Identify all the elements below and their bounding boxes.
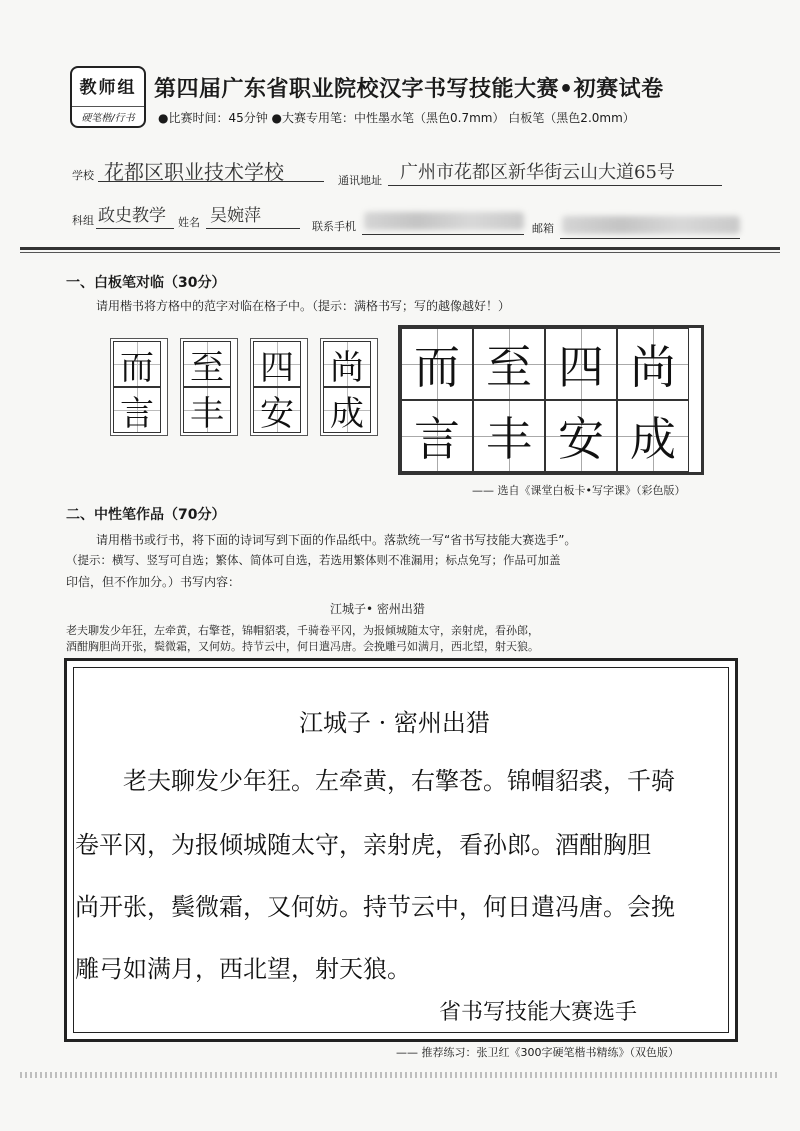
phone-label: 联系手机 [312, 220, 356, 233]
exam-subtitle: ●比赛时间：45分钟 ●大赛专用笔：中性墨水笔（黑色0.7mm） 白板笔（黑色2.0mm） [158, 111, 635, 125]
school-label: 学校 [72, 169, 94, 182]
model-cell: 而 [401, 328, 473, 400]
work-line-3: 尚开张，鬓微霜，又何妨。持节云中，何日遣冯唐。会挽 [75, 893, 675, 921]
header-rule-thin [20, 252, 780, 253]
model-cell: 四 [545, 328, 617, 400]
name-value: 吴婉萍 [210, 206, 261, 226]
copy-cell: 而 [113, 341, 161, 387]
bottom-dotted-border [20, 1072, 780, 1078]
model-cell: 尚 [617, 328, 689, 400]
section2-instruction-3: 印信，但不作加分。）书写内容： [66, 575, 241, 589]
work-line-2: 卷平冈，为报倾城随太守，亲射虎，看孙郎。酒酣胸胆 [75, 831, 651, 859]
copy-cell: 尚 [323, 341, 371, 387]
copy-cell: 至 [183, 341, 231, 387]
model-cell: 至 [473, 328, 545, 400]
copy-cell: 丰 [183, 387, 231, 433]
copy-column-1 [110, 338, 168, 436]
badge-style-label: 硬笔楷/行书 [72, 106, 144, 124]
work-line-1: 老夫聊发少年狂。左牵黄，右擎苍。锦帽貂裘，千骑 [123, 767, 675, 795]
copy-cell: 言 [113, 387, 161, 433]
group-badge [70, 66, 146, 128]
section2-heading: 二、中性笔作品（70分） [66, 507, 226, 523]
school-underline [98, 181, 324, 182]
badge-group-label: 教师组 [79, 78, 137, 98]
name-underline [206, 228, 300, 229]
section1-heading: 一、白板笔对临（30分） [66, 275, 226, 291]
copy-column-2 [180, 338, 238, 436]
model-cell: 言 [401, 400, 473, 472]
poem-line-1: 老夫聊发少年狂，左牵黄，右擎苍，锦帽貂裘，千骑卷平冈，为报倾城随太守，亲射虎，看孙郎， [66, 624, 539, 637]
copy-column-3 [250, 338, 308, 436]
copy-column-4 [320, 338, 378, 436]
poem-title: 江城子• 密州出猎 [330, 602, 425, 616]
work-paper [64, 658, 738, 1042]
model-cell: 丰 [473, 400, 545, 472]
copy-cell: 安 [253, 387, 301, 433]
copy-cell: 四 [253, 341, 301, 387]
section2-instruction-2: （提示：横写、竖写可自选；繁体、简体可自选，若选用繁体则不准漏用；标点免写；作品可加盖 [66, 553, 561, 567]
school-value: 花都区职业技术学校 [104, 160, 284, 184]
copy-cell: 成 [323, 387, 371, 433]
model-cell: 安 [545, 400, 617, 472]
exam-title: 第四届广东省职业院校汉字书写技能大赛•初赛试卷 [154, 77, 664, 102]
email-underline [560, 238, 740, 239]
subject-underline [96, 228, 174, 229]
email-redacted [562, 216, 740, 234]
address-label: 通讯地址 [338, 174, 382, 187]
header-rule [20, 247, 780, 250]
recommend-note: —— 推荐练习：张卫红《300字硬笔楷书精练》（双色版） [396, 1046, 679, 1059]
section1-source: —— 选自《课堂白板卡•写字课》（彩色版） [472, 484, 686, 497]
section1-instruction: 请用楷书将方格中的范字对临在格子中。（提示：满格书写；写的越像越好！） [96, 299, 511, 313]
phone-underline [362, 234, 524, 235]
work-signature: 省书写技能大赛选手 [439, 1000, 638, 1025]
phone-redacted [364, 212, 524, 230]
address-value: 广州市花都区新华街云山大道65号 [400, 162, 675, 183]
section2-instruction-1: 请用楷书或行书，将下面的诗词写到下面的作品纸中。落款统一写“省书写技能大赛选手”。 [96, 533, 577, 547]
address-underline [388, 185, 722, 186]
poem-line-2: 酒酣胸胆尚开张，鬓微霜，又何妨。持节云中，何日遣冯唐。会挽雕弓如满月，西北望，射天狼。 [66, 640, 539, 653]
model-character-grid [398, 325, 704, 475]
name-label: 姓名 [178, 216, 200, 229]
email-label: 邮箱 [532, 222, 554, 235]
subject-value: 政史教学 [98, 206, 166, 226]
model-cell: 成 [617, 400, 689, 472]
work-line-4: 雕弓如满月，西北望，射天狼。 [75, 955, 411, 983]
subject-label: 科组 [72, 214, 94, 227]
work-title: 江城子 · 密州出猎 [299, 709, 490, 737]
